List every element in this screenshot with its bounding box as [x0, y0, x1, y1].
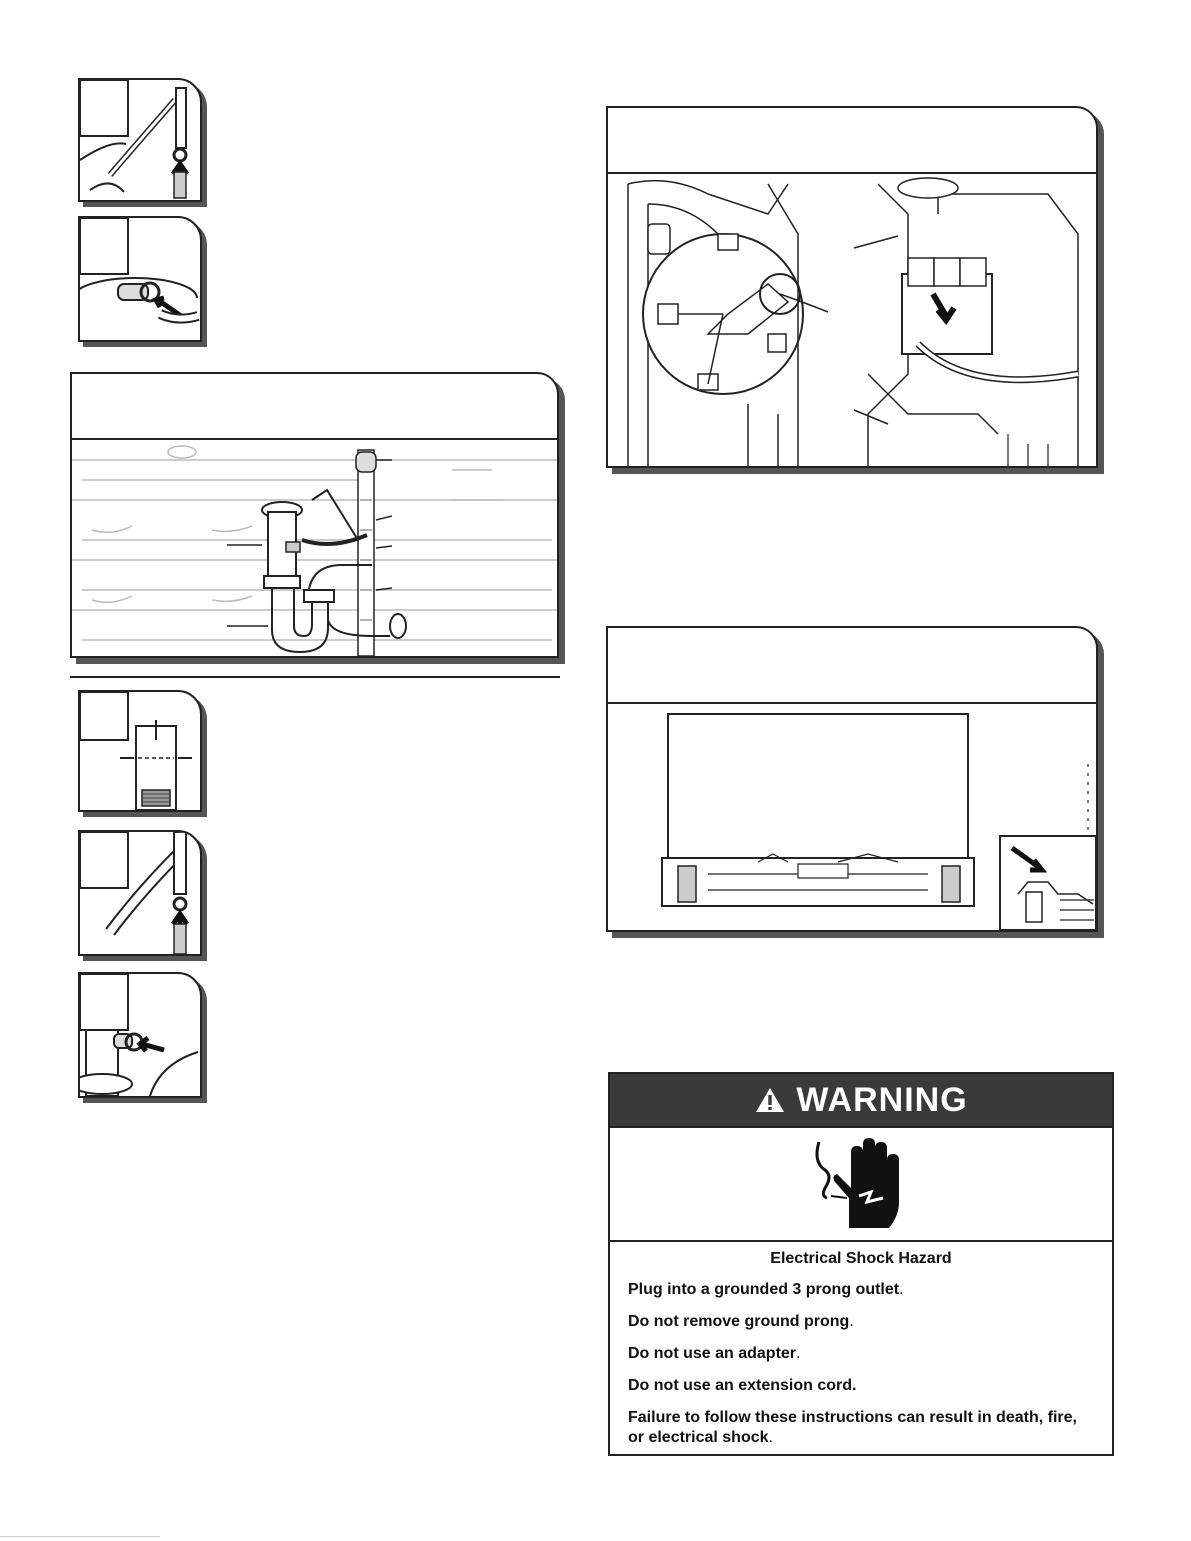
junction-box-illustration — [608, 174, 1096, 466]
warning-banner — [610, 1074, 1112, 1128]
step-illustration-cut-hose — [78, 690, 202, 812]
drain-panel-header — [72, 374, 557, 440]
step-illustration-attach-disposer — [78, 216, 202, 342]
warning-instruction-extension-cord: Do not use an extension cord. — [628, 1377, 857, 1394]
warning-triangle-icon — [754, 1086, 786, 1114]
section-divider — [70, 676, 560, 678]
warning-title: WARNING — [796, 1080, 968, 1119]
cut-line-icon — [80, 692, 200, 810]
attach-drain-icon — [80, 974, 200, 1096]
step-illustration-attach-drain — [78, 972, 202, 1098]
drain-connection-panel — [70, 372, 559, 658]
hazard-pictogram-row — [610, 1128, 1112, 1242]
warning-instruction-grounded-outlet: Plug into a grounded 3 prong outlet. — [628, 1281, 904, 1298]
power-cord-connection-panel — [606, 106, 1098, 468]
dishwasher-leveling-panel — [606, 626, 1098, 932]
step-illustration-slide-clamp — [78, 830, 202, 956]
dishwasher-front-illustration — [608, 704, 1096, 930]
warning-instruction-consequence: Failure to follow these instructions can result in death, fire, or electrical shock. — [628, 1409, 1077, 1446]
step-illustration-clamp-hose — [78, 78, 202, 202]
attach-hose-icon — [80, 218, 200, 340]
warning-instruction-ground-prong: Do not remove ground prong. — [628, 1313, 854, 1330]
drain-pipe-illustration — [72, 440, 557, 656]
electric-shock-hand-icon — [811, 1136, 911, 1232]
hose-clamp-icon — [80, 80, 200, 200]
leveling-panel-header — [608, 628, 1096, 704]
page-bottom-edge — [0, 1536, 160, 1537]
hazard-title: Electrical Shock Hazard — [770, 1250, 952, 1267]
warning-instruction-adapter: Do not use an adapter. — [628, 1345, 801, 1362]
wiring-panel-header — [608, 108, 1096, 174]
warning-box — [608, 1072, 1114, 1456]
slide-clamp-icon — [80, 832, 200, 954]
